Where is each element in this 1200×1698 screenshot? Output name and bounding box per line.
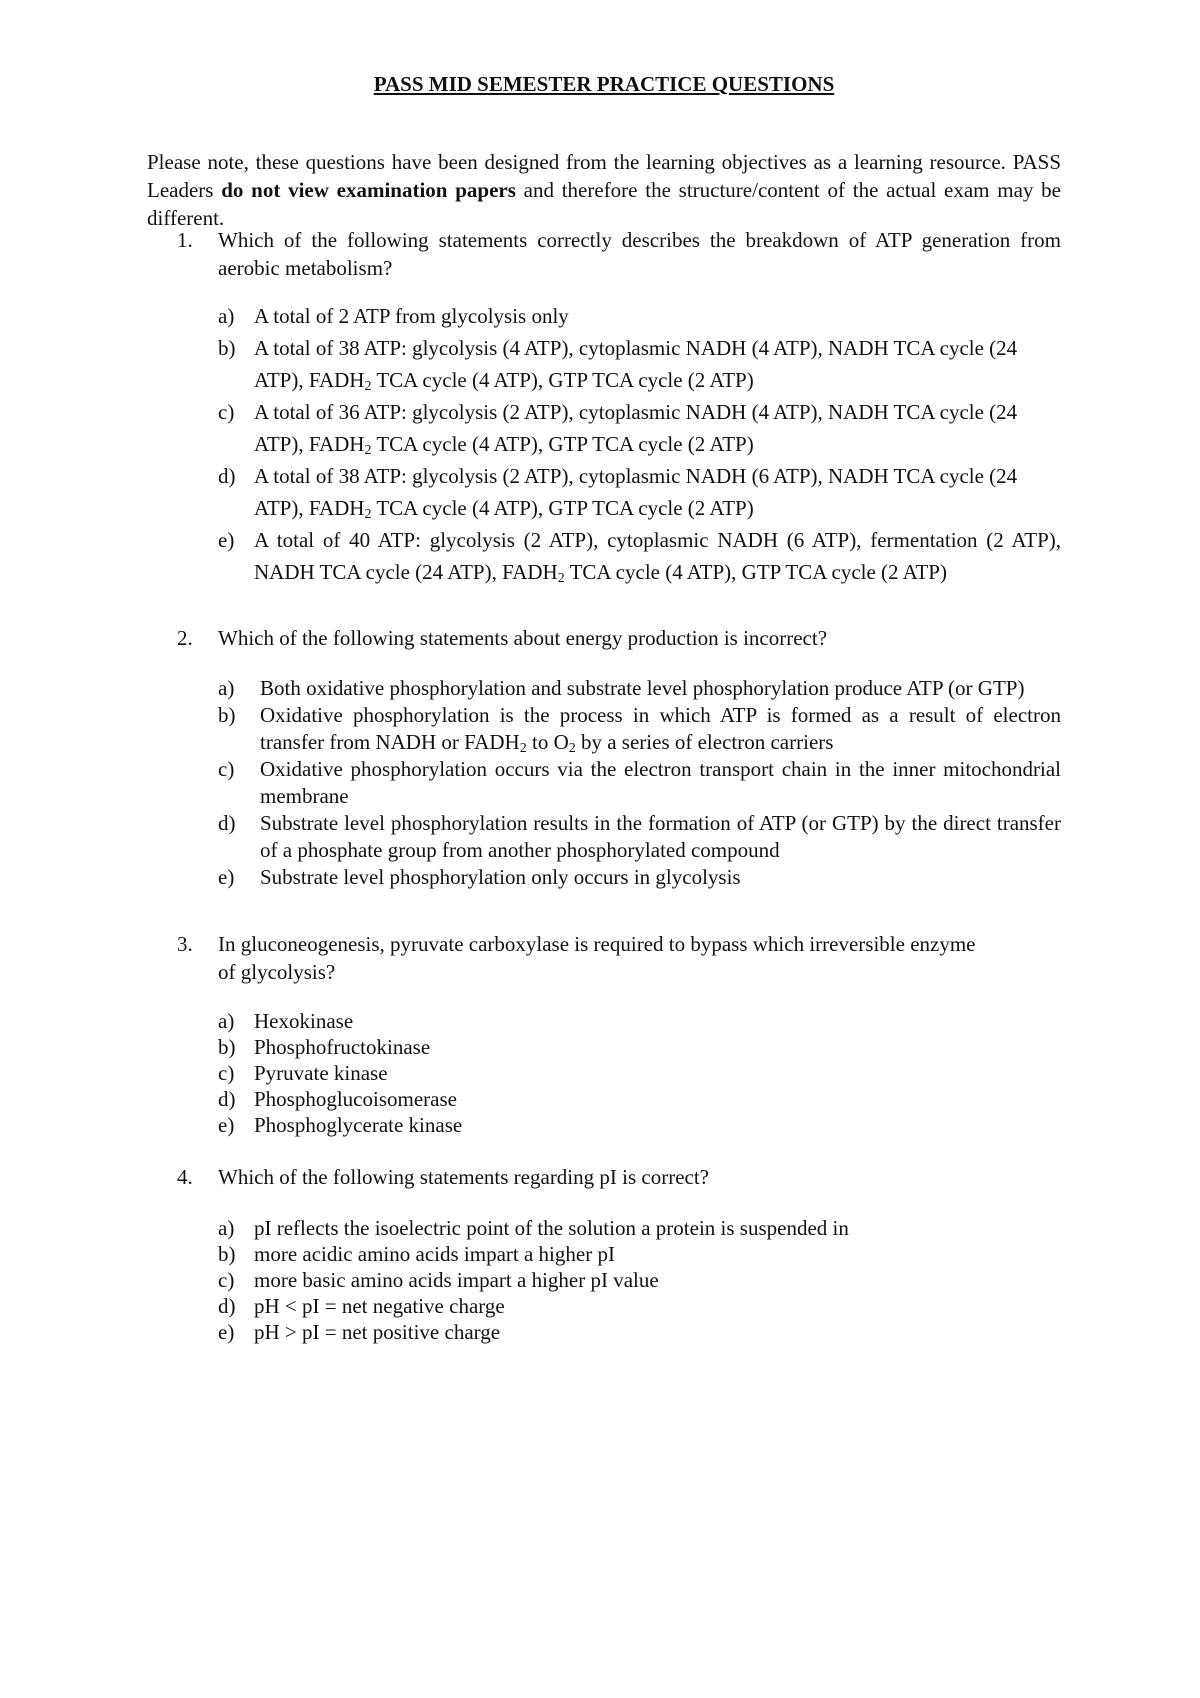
option-e [218,524,1061,588]
option-a [218,1215,1061,1241]
question-1-options [218,300,1061,588]
option-label: e) [218,1113,235,1137]
question-4-options [218,1215,1061,1345]
option-a [218,1008,1061,1034]
intro-paragraph [147,148,1061,232]
option-text: Substrate level phosphorylation only occurs in glycolysis [260,865,741,889]
option-text: Oxidative phosphorylation is the process in which ATP is formed as a result of electron transfer from NADH or FADH [260,703,1061,754]
question-2-options [218,675,1061,891]
option-c [218,756,1061,810]
option-label: a) [218,1009,235,1033]
question-number: 2. [177,626,193,650]
option-label: d) [218,811,236,835]
option-text: pH < pI = net negative charge [254,1294,505,1318]
option-text: Substrate level phosphorylation results in the formation of ATP (or GTP) by the direct transfer of a phosphate group from another phosphorylated compound [260,811,1061,862]
option-e [218,1319,1061,1345]
subscript: 2 [568,741,576,756]
option-d [218,810,1061,864]
option-d [218,1293,1061,1319]
subscript: 2 [364,379,372,394]
option-label: e) [218,865,235,889]
question-number: 1. [177,228,193,252]
option-text: Pyruvate kinase [254,1061,388,1085]
question-number: 4. [177,1165,193,1189]
option-text: A total of 40 ATP: glycolysis (2 ATP), cytoplasmic NADH (6 ATP), fermentation (2 ATP), NADH TCA cycle (24 ATP), FADH [254,528,1061,584]
option-label: b) [218,1242,236,1266]
option-text: TCA cycle (4 ATP), GTP TCA cycle (2 ATP) [564,560,947,584]
option-label: a) [218,1216,235,1240]
option-label: b) [218,336,236,360]
intro-text-2: and therefore the structure/content of the actual exam may be different. [147,178,1061,230]
option-label: c) [218,757,235,781]
option-e [218,864,1061,891]
option-c [218,1267,1061,1293]
option-text: pI reflects the isoelectric point of the solution a protein is suspended in [254,1216,849,1240]
option-text: Oxidative phosphorylation occurs via the electron transport chain in the inner mitochondrial membrane [260,757,1061,808]
option-d [218,460,1061,524]
subscript: 2 [519,741,527,756]
option-text: A total of 2 ATP from glycolysis only [254,304,569,328]
option-a [218,300,1061,332]
option-label: b) [218,1035,236,1059]
intro-text-1: Please note, these questions have been designed from the learning objectives as a learning resource. PASS Leaders [147,150,1061,202]
option-label: c) [218,1061,235,1085]
question-number: 3. [177,932,193,956]
option-label: e) [218,1320,235,1344]
option-text: A total of 38 ATP: glycolysis (2 ATP), cytoplasmic NADH (6 ATP), NADH TCA cycle (24 ATP), FADH [254,464,1018,520]
option-label: c) [218,400,235,424]
option-text: Both oxidative phosphorylation and substrate level phosphorylation produce ATP (or GTP) [260,676,1025,700]
question-3-options [218,1008,1061,1138]
option-d [218,1086,1061,1112]
option-label: e) [218,528,235,552]
option-text: TCA cycle (4 ATP), GTP TCA cycle (2 ATP) [371,368,754,392]
option-e [218,1112,1061,1138]
option-a [218,675,1061,702]
option-text: by a series of electron carriers [575,730,834,754]
option-label: d) [218,1294,236,1318]
option-text: Phosphoglycerate kinase [254,1113,463,1137]
option-b [218,1034,1061,1060]
intro-bold-text: do not view examination papers [221,178,516,202]
option-label: d) [218,464,236,488]
option-text: more acidic amino acids impart a higher pI [254,1242,615,1266]
option-b [218,332,1061,396]
option-text: TCA cycle (4 ATP), GTP TCA cycle (2 ATP) [371,496,754,520]
option-b [218,702,1061,756]
option-c [218,396,1061,460]
question-stem: Which of the following statements correctly describes the breakdown of ATP generation from aerobic metabolism? [218,228,1061,280]
option-text: A total of 38 ATP: glycolysis (4 ATP), cytoplasmic NADH (4 ATP), NADH TCA cycle (24 ATP), FADH [254,336,1018,392]
page-title: PASS MID SEMESTER PRACTICE QUESTIONS [373,72,835,96]
subscript: 2 [364,507,372,522]
option-text: Phosphoglucoisomerase [254,1087,457,1111]
option-text: Hexokinase [254,1009,354,1033]
option-text: A total of 36 ATP: glycolysis (2 ATP), cytoplasmic NADH (4 ATP), NADH TCA cycle (24 ATP), FADH [254,400,1018,456]
option-text: TCA cycle (4 ATP), GTP TCA cycle (2 ATP) [371,432,754,456]
subscript: 2 [557,571,565,586]
option-text: pH > pI = net positive charge [254,1320,501,1344]
option-text: more basic amino acids impart a higher pI value [254,1268,659,1292]
question-stem: In gluconeogenesis, pyruvate carboxylase is required to bypass which irreversible enzyme of glycolysis? [218,932,976,984]
option-c [218,1060,1061,1086]
option-label: a) [218,304,235,328]
option-b [218,1241,1061,1267]
subscript: 2 [364,443,372,458]
option-text: Phosphofructokinase [254,1035,431,1059]
option-text: to O [526,730,569,754]
option-label: b) [218,703,236,727]
option-label: c) [218,1268,235,1292]
option-label: a) [218,676,235,700]
question-stem: Which of the following statements about energy production is incorrect? [218,626,828,650]
question-stem: Which of the following statements regarding pI is correct? [218,1165,709,1189]
option-label: d) [218,1087,236,1111]
